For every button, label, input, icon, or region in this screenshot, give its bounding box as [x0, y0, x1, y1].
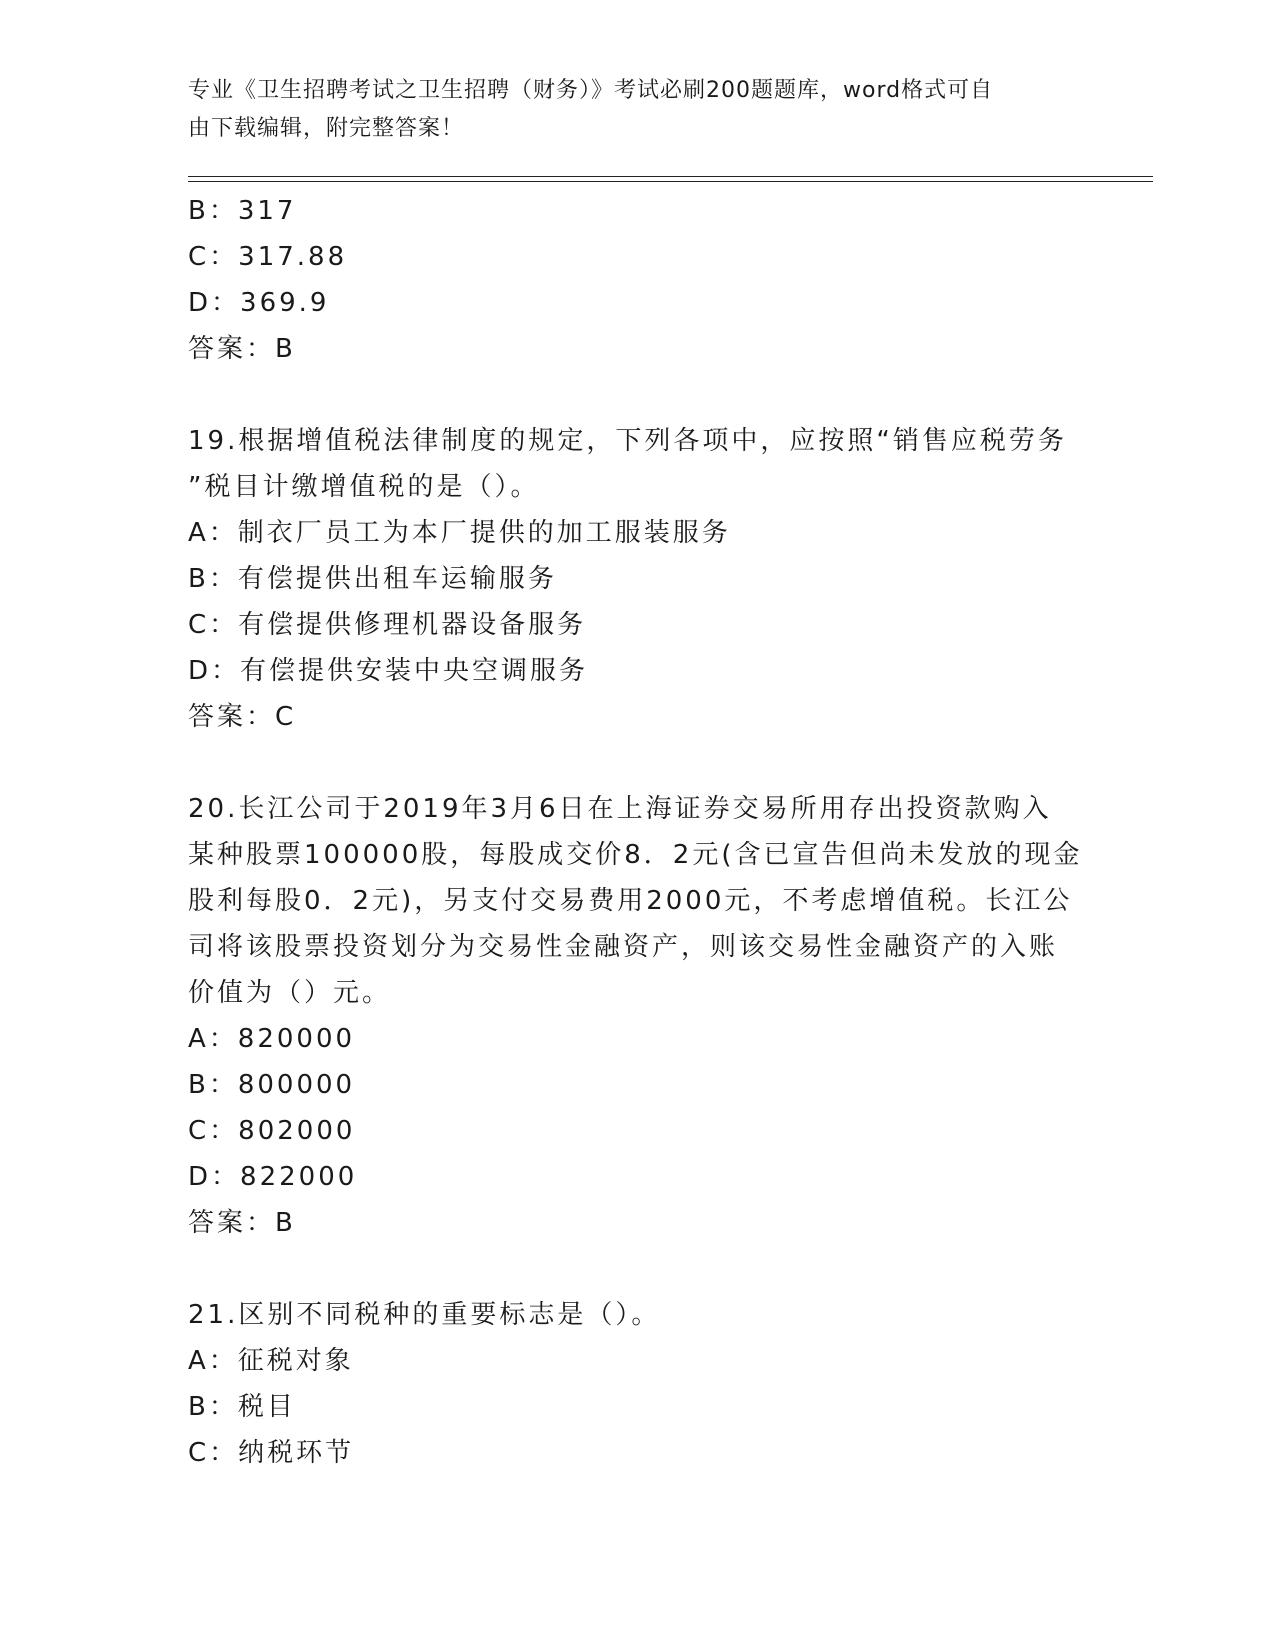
question-text-line: 价值为（）元。	[188, 978, 392, 1008]
document-header	[188, 72, 1068, 148]
option-b: B：317	[188, 196, 297, 226]
option-b: B：有偿提供出租车运输服务	[188, 564, 557, 594]
question-text-line: 20.长江公司于2019年3月6日在上海证券交易所用存出投资款购入	[188, 794, 1052, 824]
option-c: C：纳税环节	[188, 1438, 355, 1468]
question-21	[188, 1292, 1088, 1476]
header-divider-bottom	[188, 181, 1153, 182]
option-a: A：制衣厂员工为本厂提供的加工服装服务	[188, 518, 731, 548]
option-a: A：征税对象	[188, 1346, 354, 1376]
question-text-line: ”税目计缴增值税的是（）。	[188, 472, 540, 502]
option-c: C：317.88	[188, 242, 348, 272]
option-c: C：802000	[188, 1116, 356, 1146]
question-text-line: 19.根据增值税法律制度的规定，下列各项中，应按照“销售应税劳务	[188, 426, 1067, 456]
question-text-line: 司将该股票投资划分为交易性金融资产，则该交易性金融资产的入账	[188, 932, 1059, 962]
option-c: C：有偿提供修理机器设备服务	[188, 610, 587, 640]
header-divider-top	[188, 176, 1153, 177]
question-text-line: 21.区别不同税种的重要标志是（）。	[188, 1300, 661, 1330]
option-a: A：820000	[188, 1024, 356, 1054]
answer: 答案：C	[188, 702, 297, 732]
option-d: D：822000	[188, 1162, 358, 1192]
option-d: D：有偿提供安装中央空调服务	[188, 656, 589, 686]
header-line-1: 专业《卫生招聘考试之卫生招聘（财务）》考试必刷200题题库，word格式可自	[188, 78, 994, 103]
question-19	[188, 418, 1088, 740]
answer: 答案：B	[188, 1208, 296, 1238]
answer: 答案：B	[188, 334, 296, 364]
document-body	[188, 188, 1088, 1476]
option-d: D：369.9	[188, 288, 330, 318]
option-b: B：800000	[188, 1070, 356, 1100]
header-line-2: 由下载编辑，附完整答案！	[188, 116, 465, 141]
question-20	[188, 786, 1088, 1246]
question-text-line: 股利每股0．2元)，另支付交易费用2000元，不考虑增值税。长江公	[188, 886, 1073, 916]
option-b: B：税目	[188, 1392, 296, 1422]
question-18	[188, 188, 1088, 372]
question-text-line: 某种股票100000股，每股成交价8．2元(含已宣告但尚未发放的现金	[188, 840, 1083, 870]
